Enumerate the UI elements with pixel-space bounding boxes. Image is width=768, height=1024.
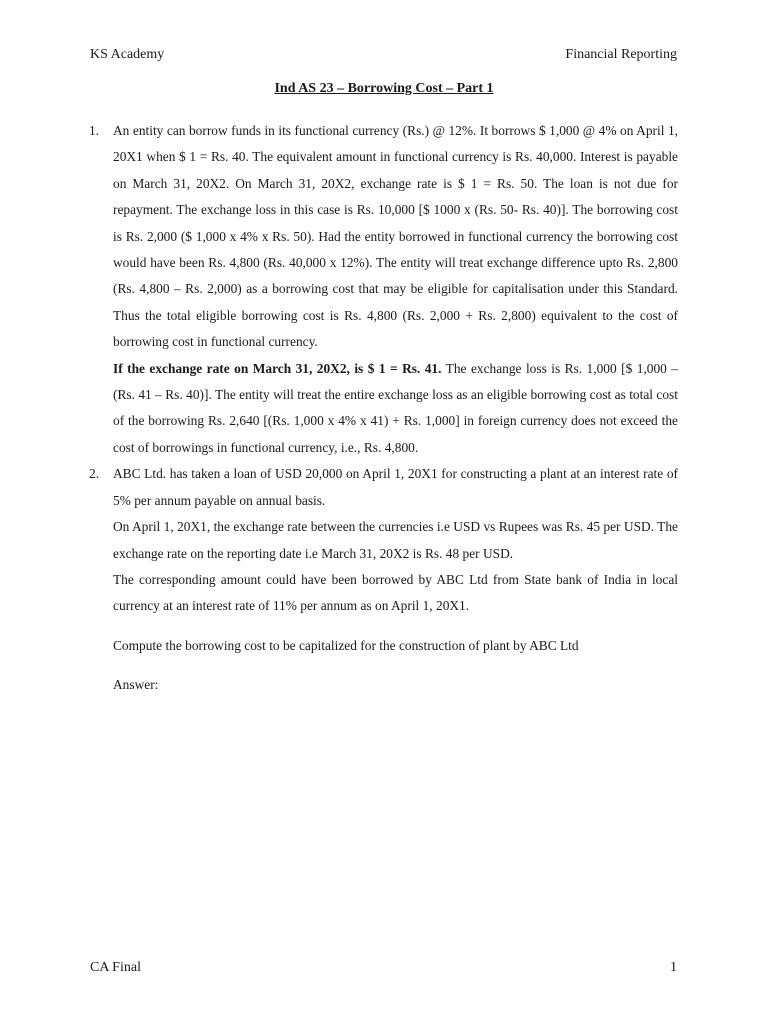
footer-left: CA Final xyxy=(90,960,141,975)
page-number: 1 xyxy=(670,960,677,975)
question-1-paragraph-2-text: The exchange loss is Rs. 1,000 [$ 1,000 – (Rs. 41 – Rs. 40)]. The entity will treat the entire exchange loss as an eligible borrowing cost as total cost of the borrowing Rs. 2,640 [(Rs. 1,000 x 4% x 41) + Rs. 1,000] in foreign currency does not exceed the cost of borrowings in functional currency, i.e., Rs. 4,800. xyxy=(113,360,678,455)
page-title: Ind AS 23 – Borrowing Cost – Part 1 xyxy=(274,81,494,96)
question-2-paragraph-3: The corresponding amount could have been borrowed by ABC Ltd from State bank of India in local currency at an interest rate of 11% per annum as on April 1, 20X1. xyxy=(113,571,678,614)
question-2 xyxy=(89,461,678,698)
question-1-paragraph-2 xyxy=(113,356,678,462)
document-body xyxy=(89,118,678,699)
question-2-paragraph-1: ABC Ltd. has taken a loan of USD 20,000 on April 1, 20X1 for constructing a plant at an interest rate of 5% per annum payable on annual basis. xyxy=(113,466,678,508)
question-1-paragraph-1: An entity can borrow funds in its functional currency (Rs.) @ 12%. It borrows $ 1,000 @ 4% on April 1, 20X1 when $ 1 = Rs. 40. The equivalent amount in functional currency is Rs. 40,000. Interest is payable on March 31, 20X2. On March 31, 20X2, exchange rate is $ 1 = Rs. 50. The loan is not due for repayment. The exchange loss in this case is Rs. 10,000 [$ 1000 x (Rs. 50- Rs. 40)]. The borrowing cost is Rs. 2,000 ($ 1,000 x 4% x Rs. 50). Had the entity borrowed in functional currency the borrowing cost would have been Rs. 4,800 (Rs. 40,000 x 12%). The entity will treat exchange difference upto Rs. 2,800 (Rs. 4,800 – Rs. 2,000) as a borrowing cost that may be eligible for capitalisation under this Standard. Thus the total eligible borrowing cost is Rs. 4,800 (Rs. 2,000 + Rs. 2,800) equivalent to the cost of borrowing cost in functional currency. xyxy=(113,123,678,350)
question-2-paragraph-2: On April 1, 20X1, the exchange rate between the currencies i.e USD vs Rupees was Rs. 45 per USD. The exchange rate on the reporting date i.e March 31, 20X2 is Rs. 48 per USD. xyxy=(113,519,678,561)
header-right: Financial Reporting xyxy=(565,47,677,62)
answer-label: Answer: xyxy=(113,677,159,693)
question-1-emphasis: If the exchange rate on March 31, 20X2, is $ 1 = Rs. 41. xyxy=(113,360,442,376)
question-2-task: Compute the borrowing cost to be capitalized for the construction of plant by ABC Ltd xyxy=(113,637,579,653)
question-1 xyxy=(89,118,678,461)
header-left: KS Academy xyxy=(90,47,165,62)
question-1-number: 1. xyxy=(89,123,100,138)
question-2-number: 2. xyxy=(89,466,100,482)
